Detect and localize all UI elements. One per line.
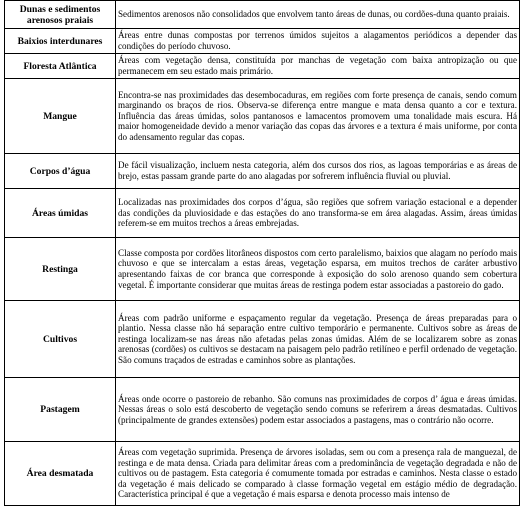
table-row bbox=[5, 238, 520, 301]
class-description: Áreas com vegetação densa, constituída por manchas de vegetação com baixa antropização ou que permanecem em seu estado mais primário. bbox=[118, 55, 517, 76]
table-row bbox=[5, 378, 520, 442]
class-name-cell: Floresta Atlântica bbox=[5, 54, 116, 79]
class-description-cell bbox=[116, 189, 520, 238]
class-name-cell: Áreas úmidas bbox=[5, 189, 116, 238]
class-description-cell bbox=[116, 301, 520, 378]
class-description: Áreas entre dunas compostas por terrenos úmidos sujeitos a alagamentos periódicos a depender das condições do período chuvoso. bbox=[118, 30, 517, 51]
class-description: Áreas onde ocorre o pastoreio de rebanho. São comuns nas proximidades de corpos d’ água e áreas úmidas. Nessas áreas o solo está descoberto de vegetação sendo comuns se referirem a áreas desmatadas. Cultivos (principalmente de grandes extensões) podem estar associados a pastagens, mas o contrário não ocorre. bbox=[118, 393, 517, 425]
class-name-cell: Cultivos bbox=[5, 301, 116, 378]
class-description: Localizadas nas proximidades dos corpos d’água, são regiões que sofrem variação estacional e a depender das condições da pluviosidade e das estações do ano transforma-se em área alagadas. Assim, áreas úmidas referem-se em muitos trechos a áreas embrejadas. bbox=[118, 197, 517, 229]
class-name-cell: Restinga bbox=[5, 238, 116, 301]
class-description: Áreas com vegetação suprimida. Presença de árvores isoladas, sem ou com a presença rala de manguezal, de restinga e de mata densa. Criada para delimitar áreas com a predominância de vegetação degradada e não de cultivos ou de pastagem. Esta categoria é comumente tomada por estradas e caminhos. Nesta classe o estado da vegetação é mais delicado se comparado à classe formação vegetal em estágio médio de degradação. Característica principal é que a vegetação é mais esparsa e denota processo mais intenso de bbox=[118, 447, 517, 500]
class-description: Encontra-se nas proximidades das desembocaduras, em regiões com forte presença de canais, sendo comum marginando os braços de rios. Observa-se diferença entre mangue e mata densa quanto a cor e textura. Influência das áreas úmidas, solos pantanosos e lamacentos promovem uma tonalidade mais escura. Há maior homogeneidade devido a menor variação das copas das árvores e a textura é mais uniforme, por conta do adensamento regular das copas. bbox=[118, 89, 517, 142]
classification-table-container bbox=[4, 0, 520, 506]
class-description-cell bbox=[116, 378, 520, 442]
class-description-cell bbox=[116, 1, 520, 29]
class-description: Sedimentos arenosos não consolidados que envolvem tanto áreas de dunas, ou cordões-duna quanto praiais. bbox=[118, 9, 510, 20]
class-name-cell: Dunas e sedimentos arenosos praiais bbox=[5, 1, 116, 29]
class-name-cell: Corpos d’água bbox=[5, 154, 116, 189]
class-description-cell bbox=[116, 29, 520, 54]
class-description: Áreas com padrão uniforme e espaçamento regular da vegetação. Presença de áreas preparadas para o plantio. Nessa classe não há separação entre cultivo temporário e permanente. Cultivos sobre as áreas de restinga localizam-se nas áreas não afetadas pelas zonas úmidas. Além de se localizarem sobre as zonas arenosas (cordões) os cultivos se destacam na paisagem pelo padrão retilíneo e perfil ordenado de vegetação. São comuns traçados de estradas e caminhos sobre as plantações. bbox=[118, 312, 517, 365]
class-description-cell bbox=[116, 154, 520, 189]
table-row bbox=[5, 189, 520, 238]
table-row bbox=[5, 54, 520, 79]
class-description-cell bbox=[116, 54, 520, 79]
class-description-cell bbox=[116, 442, 520, 506]
class-name-cell: Área desmatada bbox=[5, 442, 116, 506]
land-cover-classes-table bbox=[4, 0, 520, 506]
table-row bbox=[5, 29, 520, 54]
class-name-cell: Pastagem bbox=[5, 378, 116, 442]
class-description: De fácil visualização, incluem nesta categoria, além dos cursos dos rios, as lagoas temporárias e as áreas de brejo, estas passam grande parte do ano alagadas por sofrerem influência fluvial ou pluvial. bbox=[118, 160, 517, 181]
table-row bbox=[5, 301, 520, 378]
class-description-cell bbox=[116, 79, 520, 154]
class-description-cell bbox=[116, 238, 520, 301]
class-name-cell: Baixios interdunares bbox=[5, 29, 116, 54]
table-row bbox=[5, 154, 520, 189]
class-description: Classe composta por cordões litorâneos dispostos com certo paralelismo, baixios que alagam no período mais chuvoso e que se intercalam a estas áreas, vegetação esparsa, em muitos trechos de caráter arbustivo apresentando faixas de cor branca que corresponde à exposição do solo arenoso quando sem cobertura vegetal. É importante considerar que muitas áreas de restinga podem estar associadas a pastoreio do gado. bbox=[118, 247, 517, 290]
table-row bbox=[5, 442, 520, 506]
table-row bbox=[5, 1, 520, 29]
class-name-cell: Mangue bbox=[5, 79, 116, 154]
table-row bbox=[5, 79, 520, 154]
